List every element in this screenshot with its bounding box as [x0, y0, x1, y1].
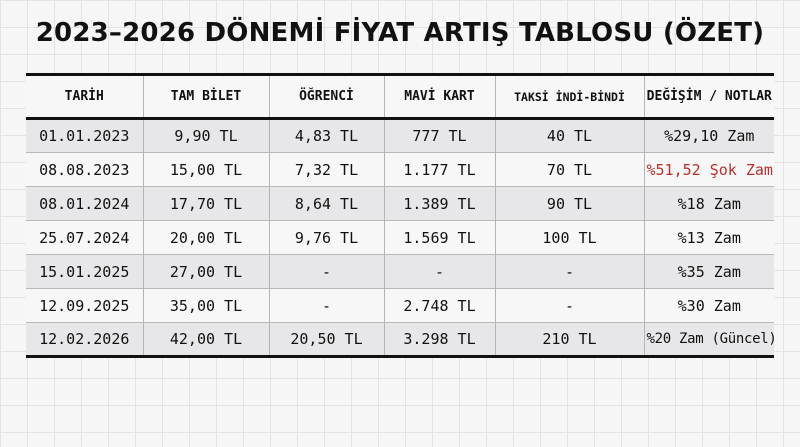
cell-taxi-fare: -	[495, 255, 644, 289]
header-date: TARİH	[64, 89, 104, 104]
header-student: ÖĞRENCİ	[269, 75, 384, 119]
table-row	[26, 323, 774, 357]
cell-student: 7,32 TL	[269, 153, 384, 187]
cell-taxi-fare: 90 TL	[495, 187, 644, 221]
cell-blue-card: 1.569 TL	[384, 221, 495, 255]
cell-change-notes: %13 Zam	[644, 221, 774, 255]
cell-blue-card: 1.389 TL	[384, 187, 495, 221]
cell-change-notes-highlight: %51,52 Şok Zam	[644, 153, 774, 187]
table-body	[26, 119, 777, 357]
cell-date: 15.01.2025	[39, 262, 130, 281]
cell-full-ticket: 35,00 TL	[143, 289, 269, 323]
cell-student: 4,83 TL	[269, 119, 384, 153]
cell-blue-card: 2.748 TL	[384, 289, 495, 323]
cell-full-ticket: 20,00 TL	[143, 221, 269, 255]
table-row	[26, 119, 774, 153]
cell-student: -	[269, 255, 384, 289]
page-title: 2023–2026 DÖNEMİ FİYAT ARTIŞ TABLOSU (ÖZET)	[35, 18, 765, 48]
cell-blue-card: 3.298 TL	[384, 323, 495, 357]
cell-taxi-fare: 40 TL	[495, 119, 644, 153]
header-row	[26, 75, 774, 119]
cell-full-ticket: 9,90 TL	[143, 119, 269, 153]
table-row	[26, 187, 774, 221]
price-increase-table	[26, 73, 777, 358]
cell-blue-card: 777 TL	[384, 119, 495, 153]
cell-date: 25.07.2024	[39, 228, 130, 247]
cell-change-notes: %18 Zam	[644, 187, 774, 221]
cell-full-ticket: 42,00 TL	[143, 323, 269, 357]
cell-change-notes: %30 Zam	[644, 289, 774, 323]
cell-change-notes: %20 Zam (Güncel)	[644, 323, 774, 357]
cell-date: 12.02.2026	[39, 330, 130, 348]
cell-student: 20,50 TL	[269, 323, 384, 357]
cell-full-ticket: 17,70 TL	[143, 187, 269, 221]
cell-date: 08.01.2024	[39, 194, 130, 213]
price-table-container	[26, 73, 777, 358]
cell-student: 9,76 TL	[269, 221, 384, 255]
header-full-ticket: TAM BİLET	[143, 75, 269, 119]
header-blue-card: MAVİ KART	[384, 75, 495, 119]
cell-change-notes: %29,10 Zam	[644, 119, 774, 153]
cell-change-notes: %35 Zam	[644, 255, 774, 289]
cell-full-ticket: 15,00 TL	[143, 153, 269, 187]
table-row	[26, 289, 774, 323]
cell-full-ticket: 27,00 TL	[143, 255, 269, 289]
header-taxi-fare: TAKSİ İNDİ-BİNDİ	[495, 75, 644, 119]
table-row	[26, 153, 774, 187]
cell-student: -	[269, 289, 384, 323]
cell-blue-card: 1.177 TL	[384, 153, 495, 187]
cell-blue-card: -	[384, 255, 495, 289]
cell-taxi-fare: 100 TL	[495, 221, 644, 255]
table-header	[26, 75, 774, 119]
cell-taxi-fare: -	[495, 289, 644, 323]
cell-date: 12.09.2025	[39, 296, 130, 315]
table-row	[26, 255, 774, 289]
header-change-notes: DEĞİŞİM / NOTLAR	[644, 75, 774, 119]
cell-taxi-fare: 70 TL	[495, 153, 644, 187]
table-row	[26, 221, 774, 255]
cell-taxi-fare: 210 TL	[495, 323, 644, 357]
cell-student: 8,64 TL	[269, 187, 384, 221]
cell-date: 08.08.2023	[39, 160, 130, 179]
cell-date: 01.01.2023	[39, 127, 130, 145]
